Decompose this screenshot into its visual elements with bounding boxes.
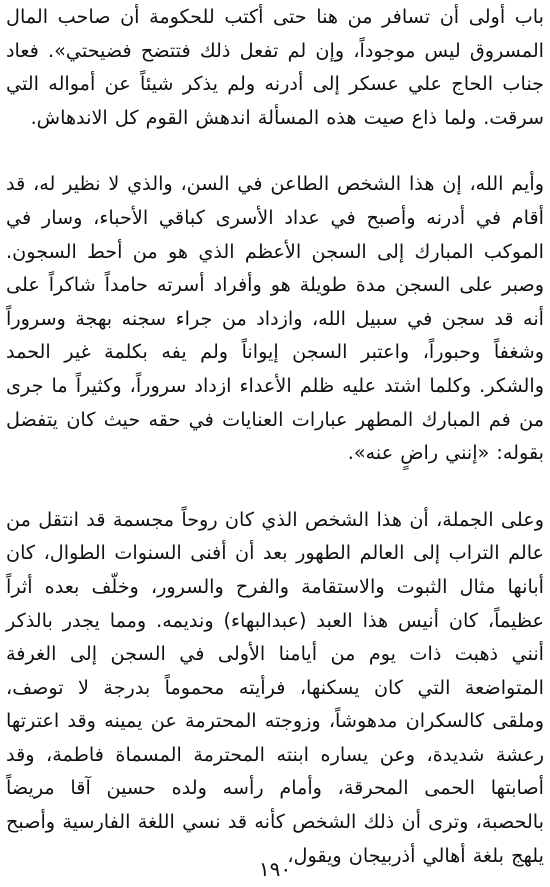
page-number: ١٩٠ <box>258 857 292 881</box>
body-text <box>6 0 544 872</box>
paragraph-3: وعلى الجملة، أن هذا الشخص الذي كان روحاً مجسمة قد انتقل من عالم التراب إلى العالم الطهور بعد أن أفنى السنوات الطوال، كان أبانها مثال الثبوت والاستقامة والفرح والسرور، وخلّف بعده أثراً عظيماً، كان أنيس هذا العبد (عبدالبهاء) ونديمه. ومما يجدر بالذكر أنني ذهبت ذات يوم من أيامنا الأولى في السجن إلى الغرفة المتواضعة التي كان يسكنها، فرأيته محموماً بدرجة لا توصف، وملقى كالسكران مدهوشاً، وزوجته المحترمة عن يمينه وقد اعترتها رعشة شديدة، وعن يساره ابنته المحترمة المسماة فاطمة، وقد أصابتها الحمى المحرقة، وأمام رأسه ولده حسين آقا مريضاً بالحصبة، وترى أن ذلك الشخص كأنه قد نسي اللغة الفارسية وأصبح يلهج بلغة أهالي أذربيجان ويقول، <box>6 507 544 867</box>
paragraph-2: وأيم الله، إن هذا الشخص الطاعن في السن، والذي لا نظير له، قد أقام في أدرنه وأصبح في عداد الأسرى كباقي الأحباء، وسار في الموكب المبارك إلى السجن الأعظم الذي هو من أحط السجون. وصبر على السجن مدة طويلة هو وأفراد أسرته حامداً شاكراً على أنه قد سجن في سبيل الله، وازداد من جراء سجنه بهجة وسروراً وشغفاً وحبوراً، واعتبر السجن إيواناً ولم يفه بكلمة غير الحمد والشكر. وكلما اشتد عليه ظلم الأعداء ازداد سروراً، وكثيراً ما جرى من فم المبارك المطهر عبارات العنايات في حقه حيث كان يتفضل بقوله: «إنني راضٍ عنه». <box>6 172 544 465</box>
paragraph-1: باب أولى أن تسافر من هنا حتى أكتب للحكومة أن صاحب المال المسروق ليس موجوداً، وإن لم تفعل ذلك فتتضح فضيحتي». فعاد جناب الحاج علي عسكر إلى أدرنه ولم يذكر شيئاً عن أمواله التي سرقت. ولما ذاع صيت هذه المسألة اندهش القوم كل الاندهاش. <box>6 5 544 129</box>
